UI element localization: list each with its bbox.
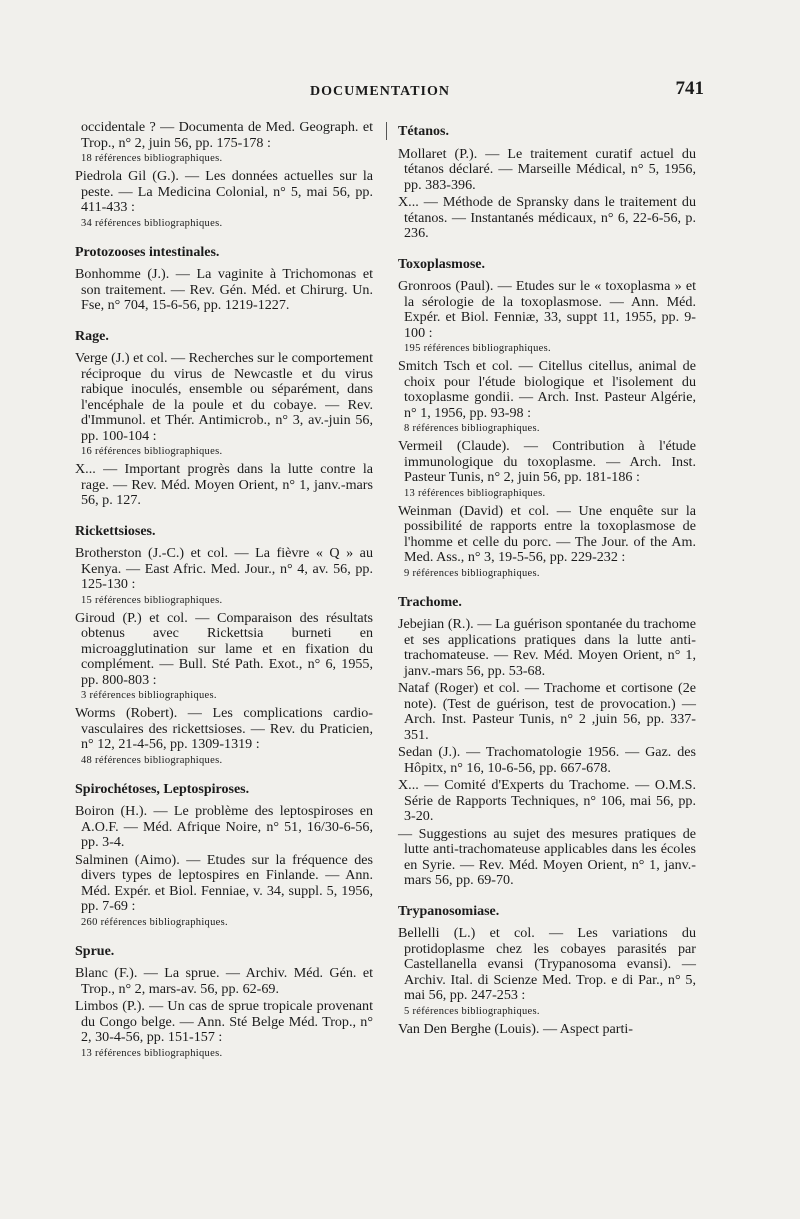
bibliography-entry: Giroud (P.) et col. — Comparaison des résultats obtenus avec Rickettsia burneti en microagglutination sur lame et en fixation du complément. — Bull. Sté Path. Exot., n° 6, 1955, pp. 800-803 :	[75, 609, 373, 688]
bibliography-entry: Verge (J.) et col. — Recherches sur le comportement réciproque du virus de Newcastle et du virus rabique inoculés, ensemble ou séparément, dans l'encéphale de la poule et du cobaye. — Rev. d'Immunol. et Thér. Antimicrob., n° 3, av.-juin 56, pp. 100-104 :	[75, 350, 373, 444]
page-number: 741	[675, 78, 704, 99]
bibliography-entry: Nataf (Roger) et col. — Trachome et cortisone (2e note). (Test de guérison, test de provocation.) — Arch. Inst. Pasteur Tunis, n° 2 ,juin 56, pp. 337-351.	[398, 680, 696, 743]
reference-count: 9 références bibliographiques.	[404, 567, 540, 579]
left-column	[75, 120, 373, 1064]
section-heading: Spirochétoses, Leptospiroses.	[75, 781, 250, 797]
bibliography-entry: Worms (Robert). — Les complications cardio-vasculaires des rickettsioses. — Rev. du Praticien, n° 12, 21-4-56, pp. 1309-1319 :	[75, 705, 373, 752]
reference-count: 15 références bibliographiques.	[81, 594, 223, 606]
bibliography-entry: Bellelli (L.) et col. — Les variations du protidoplasme chez les cobayes parasités par Castellanella evansi (Trypanosoma evansi). — Archiv. Ital. di Scienze Med. Trop. e di Par., n° 5, mai 56, pp. 247-253 :	[398, 925, 696, 1003]
bibliography-entry: Piedrola Gil (G.). — Les données actuelles sur la peste. — La Medicina Colonial, n° 5, mai 56, pp. 411-433 :	[75, 168, 373, 215]
bibliography-entry: Bonhomme (J.). — La vaginite à Trichomonas et son traitement. — Rev. Gén. Méd. et Chirurg. Un. Fse, n° 704, 15-6-56, pp. 1219-1227.	[75, 266, 373, 313]
section-heading: Trypanosomiase.	[398, 903, 500, 919]
section-heading: Tétanos.	[398, 124, 449, 139]
column-divider	[386, 122, 387, 140]
section-heading: Toxoplasmose.	[398, 256, 486, 272]
section-heading: Rage.	[75, 328, 109, 344]
bibliography-entry: X... — Méthode de Spransky dans le traitement du tétanos. — Instantanés médicaux, n° 6, 22-6-56, p. 236.	[398, 194, 696, 241]
reference-count: 34 références bibliographiques.	[81, 217, 223, 229]
page-title: DOCUMENTATION	[309, 84, 451, 99]
reference-count: 13 références bibliographiques.	[404, 487, 546, 499]
bibliography-entry: Smitch Tsch et col. — Citellus citellus, animal de choix pour l'étude biologique et l'isolement du toxoplasme gondii. — Arch. Inst. Pasteur Algérie, n° 1, 1956, pp. 93-98 :	[398, 358, 696, 421]
section-heading: Rickettsioses.	[75, 523, 156, 539]
reference-count: 18 références bibliographiques.	[81, 153, 223, 164]
bibliography-entry: Weinman (David) et col. — Une enquête sur la possibilité de rapports entre la toxoplasmose de l'homme et celle du porc. — The Jour. of the Am. Med. Ass., n° 3, 19-5-56, pp. 229-232 :	[398, 502, 696, 565]
reference-count: 8 références bibliographiques.	[404, 423, 540, 434]
reference-count: 48 références bibliographiques.	[81, 754, 223, 766]
bibliography-entry: Sedan (J.). — Trachomatologie 1956. — Gaz. des Hôpitx, n° 16, 10-6-56, pp. 667-678.	[398, 744, 696, 776]
right-column	[398, 120, 696, 1039]
reference-count: 16 références bibliographiques.	[81, 446, 223, 457]
bibliography-entry: Boiron (H.). — Le problème des leptospiroses en A.O.F. — Méd. Afrique Noire, n° 51, 16/30-6-56, pp. 3-4.	[75, 803, 373, 850]
section-heading: Protozooses intestinales.	[75, 244, 220, 260]
bibliography-entry: Brotherston (J.-C.) et col. — La fièvre « Q » au Kenya. — East Afric. Med. Jour., n° 4, av. 56, pp. 125-130 :	[75, 545, 373, 592]
reference-count: 13 références bibliographiques.	[81, 1047, 223, 1059]
bibliography-entry: X... — Comité d'Experts du Trachome. — O.M.S. Série de Rapports Techniques, n° 106, mai 56, pp. 3-20.	[398, 777, 696, 824]
reference-count: 260 références bibliographiques.	[81, 916, 228, 928]
section-heading: Trachome.	[398, 594, 462, 610]
bibliography-entry: Vermeil (Claude). — Contribution à l'étude immunologique du toxoplasme. — Arch. Inst. Pasteur Tunis, n° 2, juin 56, pp. 181-186 :	[398, 438, 696, 485]
bibliography-entry: — Suggestions au sujet des mesures pratiques de lutte anti-trachomateuse applicables dans les écoles en Syrie. — Rev. Méd. Moyen Orient, n° 1, janv.-mars 56, pp. 69-70.	[398, 825, 696, 888]
running-header	[60, 78, 704, 104]
bibliography-entry: Jebejian (R.). — La guérison spontanée du trachome et ses applications pratiques dans la lutte anti-trachomateuse. — Rev. Méd. Moyen Orient, n° 1, janv.-mars 56, pp. 53-68.	[398, 616, 696, 679]
bibliography-entry: Van Den Berghe (Louis). — Aspect parti-	[398, 1020, 633, 1037]
bibliography-entry: X... — Important progrès dans la lutte contre la rage. — Rev. Méd. Moyen Orient, n° 1, janv.-mars 56, p. 127.	[75, 461, 373, 508]
section-heading: Sprue.	[75, 943, 115, 959]
bibliography-entry: Gronroos (Paul). — Etudes sur le « toxoplasma » et la sérologie de la toxoplasmose. — Ann. Méd. Expér. et Biol. Fenniæ, 33, suppt 11, 1955, pp. 9-100 :	[398, 278, 696, 341]
reference-count: 5 références bibliographiques.	[404, 1005, 540, 1017]
bibliography-entry: Limbos (P.). — Un cas de sprue tropicale provenant du Congo belge. — Ann. Sté Belge Méd. Trop., n° 2, 30-4-56, pp. 151-157 :	[75, 998, 373, 1045]
reference-count: 3 références bibliographiques.	[81, 690, 217, 701]
bibliography-entry: Mollaret (P.). — Le traitement curatif actuel du tétanos déclaré. — Marseille Médical, n° 5, 1956, pp. 383-396.	[398, 145, 696, 193]
bibliography-entry: Blanc (F.). — La sprue. — Archiv. Méd. Gén. et Trop., n° 2, mars-av. 56, pp. 62-69.	[75, 965, 373, 997]
bibliography-entry: occidentale ? — Documenta de Med. Geograph. et Trop., n° 2, juin 56, pp. 175-178 :	[81, 119, 373, 151]
reference-count: 195 références bibliographiques.	[404, 343, 551, 354]
bibliography-entry: Salminen (Aimo). — Etudes sur la fréquence des divers types de leptospires en Finlande. — Ann. Méd. Expér. et Biol. Fenniae, v. 34, suppl. 5, 1956, pp. 7-69 :	[75, 851, 373, 914]
